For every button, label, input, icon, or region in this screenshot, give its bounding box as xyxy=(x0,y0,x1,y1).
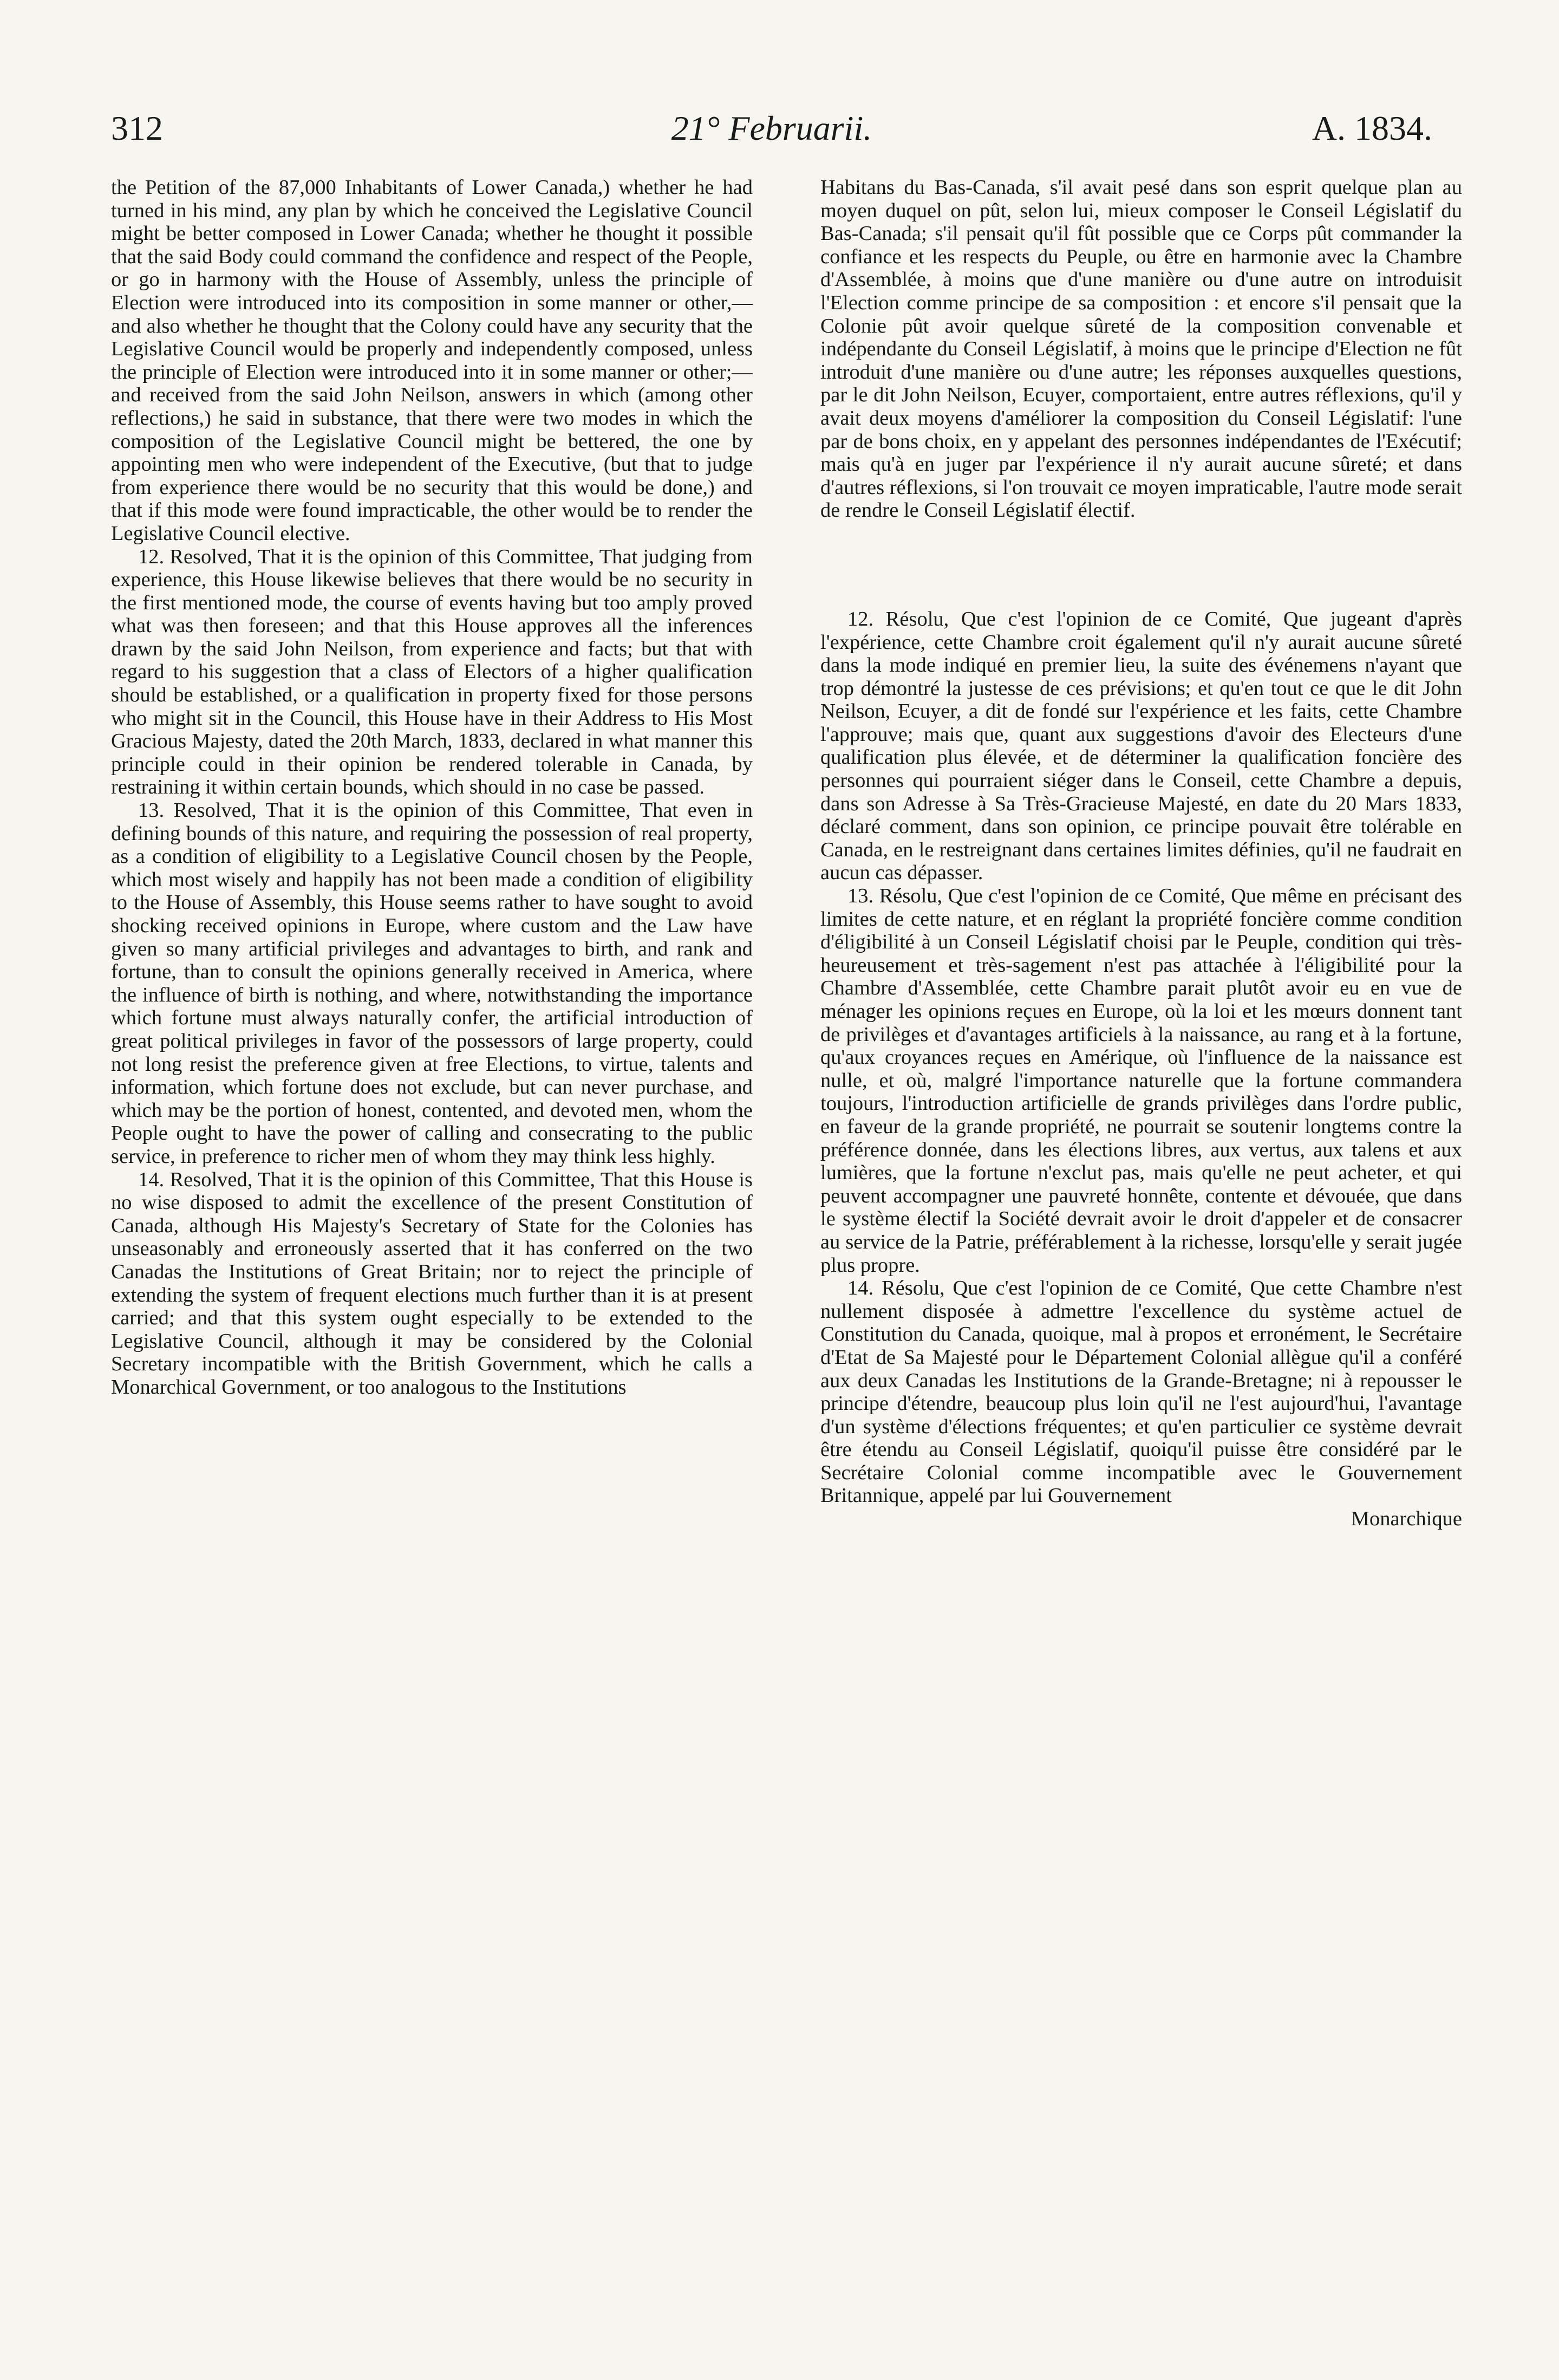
english-resolution-14: 14. Resolved, That it is the opinion of this Committee, That this House is no wise disposed to admit the excellence of the present Constitution of Canada, although His Majesty's Secretary of State for the Colonies has unseasonably and erroneously asserted that it has conferred on the two Canadas the Institutions of Great Britain; nor to reject the principle of extending the system of frequent elections much further than it is at present carried; and that this system ought especially to be extended to the Legislative Council, although it may be considered by the Colonial Secretary incompatible with the British Government, which he calls a Monarchical Government, or too analogous to the Institutions xyxy=(111,1168,753,1399)
english-column xyxy=(111,176,753,1399)
english-resolution-12: 12. Resolved, That it is the opinion of this Committee, That judging from experience, this House likewise believes that there would be no security in the first mentioned mode, the course of events having but too amply proved what was then foreseen; and that this House approves all the inferences drawn by the said John Neilson, from experience and facts; but that with regard to his suggestion that a class of Electors of a higher qualification should be established, or a qualification in property fixed for those persons who might sit in the Council, this House have in their Address to His Most Gracious Majesty, dated the 20th March, 1833, declared in what manner this principle could in their opinion be rendered tolerable in Canada, by restraining it within certain bounds, which should in no case be passed. xyxy=(111,545,753,799)
page-title: 21° Februarii. xyxy=(671,109,872,147)
french-resolution-12: 12. Résolu, Que c'est l'opinion de ce Comité, Que jugeant d'après l'expérience, cette Chambre croit également qu'il n'y aurait aucune sûreté dans la mode indiqué en premier lieu, la suite des événemens n'ayant que trop démontré la justesse de ces prévisions; et qu'en tout ce que le dit John Neilson, Ecuyer, a dit de fondé sur l'expérience et les faits, cette Chambre l'approuve; mais que, quant aux suggestions d'avoir des Electeurs d'une qualification plus élevée, et de déterminer la qualification foncière des personnes qui pourraient siéger dans le Conseil, cette Chambre a depuis, dans son Adresse à Sa Très-Gracieuse Majesté, en date du 20 Mars 1833, déclaré comment, dans son opinion, ce principe pouvait être tolérable en Canada, en le restreignant dans certaines limites définies, qu'il ne faudrait en aucun cas dépasser. xyxy=(820,607,1462,885)
page-header xyxy=(111,108,1432,157)
french-resolution-14: 14. Résolu, Que c'est l'opinion de ce Comité, Que cette Chambre n'est nullement disposée à admettre l'excellence du système actuel de Constitution du Canada, quoique, mal à propos et erronément, le Secrétaire d'Etat de Sa Majesté pour le Département Colonial allègue qu'il a conféré aux deux Canadas les Institutions de la Grande-Bretagne; ni à repousser le principe d'étendre, beaucoup plus loin qu'il ne l'est aujourd'hui, l'avantage d'un système d'élections fréquentes; et qu'en particulier ce système devrait être étendu au Conseil Législatif, quoiqu'il puisse être considéré par le Secrétaire Colonial comme incompatible avec le Gouvernement Britannique, appelé par lui Gouvernement xyxy=(820,1277,1462,1507)
french-resolution-13: 13. Résolu, Que c'est l'opinion de ce Comité, Que même en précisant des limites de cette nature, et en réglant la propriété foncière comme condition d'éligibilité à un Conseil Législatif choisi par le Peuple, condition qui très-heureusement et très-sagement n'est pas attachée à l'éligibilité pour la Chambre d'Assemblée, cette Chambre parait plutôt avoir eu en vue de ménager les opinions reçues en Europe, où la loi et les mœurs donnent tant de privilèges et d'avantages artificiels à la naissance, au rang et à la fortune, qu'aux croyances reçues en Amérique, où l'influence de la naissance est nulle, et où, malgré l'importance naturelle que la fortune commandera toujours, l'introduction artificielle de grands privilèges dans l'ordre public, en faveur de la grande propriété, ne pourrait se soutenir longtems contre la préférence donnée, dans les élections libres, aux vertus, aux talens et aux lumières, que la fortune n'exclut pas, mais qu'elle ne peut acheter, et qui peuvent accompagner une pauvreté honnête, contente et dévouée, que dans le système électif la Société devrait avoir le droit d'appeler et de consacrer au service de la Patrie, préférablement à la richesse, lorsqu'elle y serait jugée plus propre. xyxy=(820,885,1462,1277)
catchword: Monarchique xyxy=(1351,1507,1462,1531)
page-number: 312 xyxy=(111,109,163,147)
english-resolution-13: 13. Resolved, That it is the opinion of this Committee, That even in defining bounds of this nature, and requiring the possession of real property, as a condition of eligibility to a Legislative Council chosen by the People, which most wisely and happily has not been made a condition of eligibility to the House of Assembly, this House seems rather to have sought to avoid shocking received opinions in Europe, where custom and the Law have given so many artificial privileges and advantages to birth, and rank and fortune, than to consult the opinions generally received in America, where the influence of birth is nothing, and where, notwithstanding the importance which fortune must always naturally confer, the artificial introduction of great political privileges in favor of the possessors of large property, could not long resist the preference given at free Elections, to virtue, talents and information, which fortune does not exclude, but can never purchase, and which may be the portion of honest, contented, and devoted men, whom the People ought to have the power of calling and consecrating to the public service, in preference to richer men of whom they may think less highly. xyxy=(111,799,753,1168)
page-year: A. 1834. xyxy=(1312,109,1432,147)
french-column xyxy=(820,176,1462,1531)
english-paragraph: the Petition of the 87,000 Inhabitants of Lower Canada,) whether he had turned in his mind, any plan by which he conceived the Legislative Council might be better composed in Lower Canada; whether he thought it possible that the said Body could command the confidence and respect of the People, or go in harmony with the House of Assembly, unless the principle of Election were introduced into its composition in some manner or other,—and also whether he thought that the Colony could have any security that the Legislative Council would be properly and independently composed, unless the principle of Election were introduced into it in some manner or other;—and received from the said John Neilson, answers in which (among other reflections,) he said in substance, that there were two modes in which the composition of the Legislative Council might be bettered, the one by appointing men who were independent of the Executive, (but that to judge from experience there would be no security that this would be done,) and that if this mode were found impracticable, the other would be to render the Legislative Council elective. xyxy=(111,176,753,545)
french-paragraph: Habitans du Bas-Canada, s'il avait pesé dans son esprit quelque plan au moyen duquel on pût, selon lui, mieux composer le Conseil Législatif du Bas-Canada; s'il pensait qu'il fût possible que ce Corps pût commander la confiance et les respects du Peuple, ou être en harmonie avec la Chambre d'Assemblée, à moins que d'une manière ou d'une autre on introduisit l'Election comme principe de sa composition : et encore s'il pensait que la Colonie pût avoir quelque sûreté de la composition convenable et indépendante du Conseil Législatif, à moins que le principe d'Election ne fût introduit d'une manière ou d'une autre; les réponses auxquelles questions, par le dit John Neilson, Ecuyer, comportaient, entre autres réflexions, qu'il y avait deux moyens d'améliorer la composition du Conseil Législatif: l'une par de bons choix, en y appelant des personnes indépendantes de l'Exécutif; mais qu'à en juger par l'expérience il n'y aurait aucune sûreté; et dans d'autres réflexions, si l'on trouvait ce moyen impraticable, l'autre mode serait de rendre le Conseil Législatif électif. xyxy=(820,176,1462,522)
